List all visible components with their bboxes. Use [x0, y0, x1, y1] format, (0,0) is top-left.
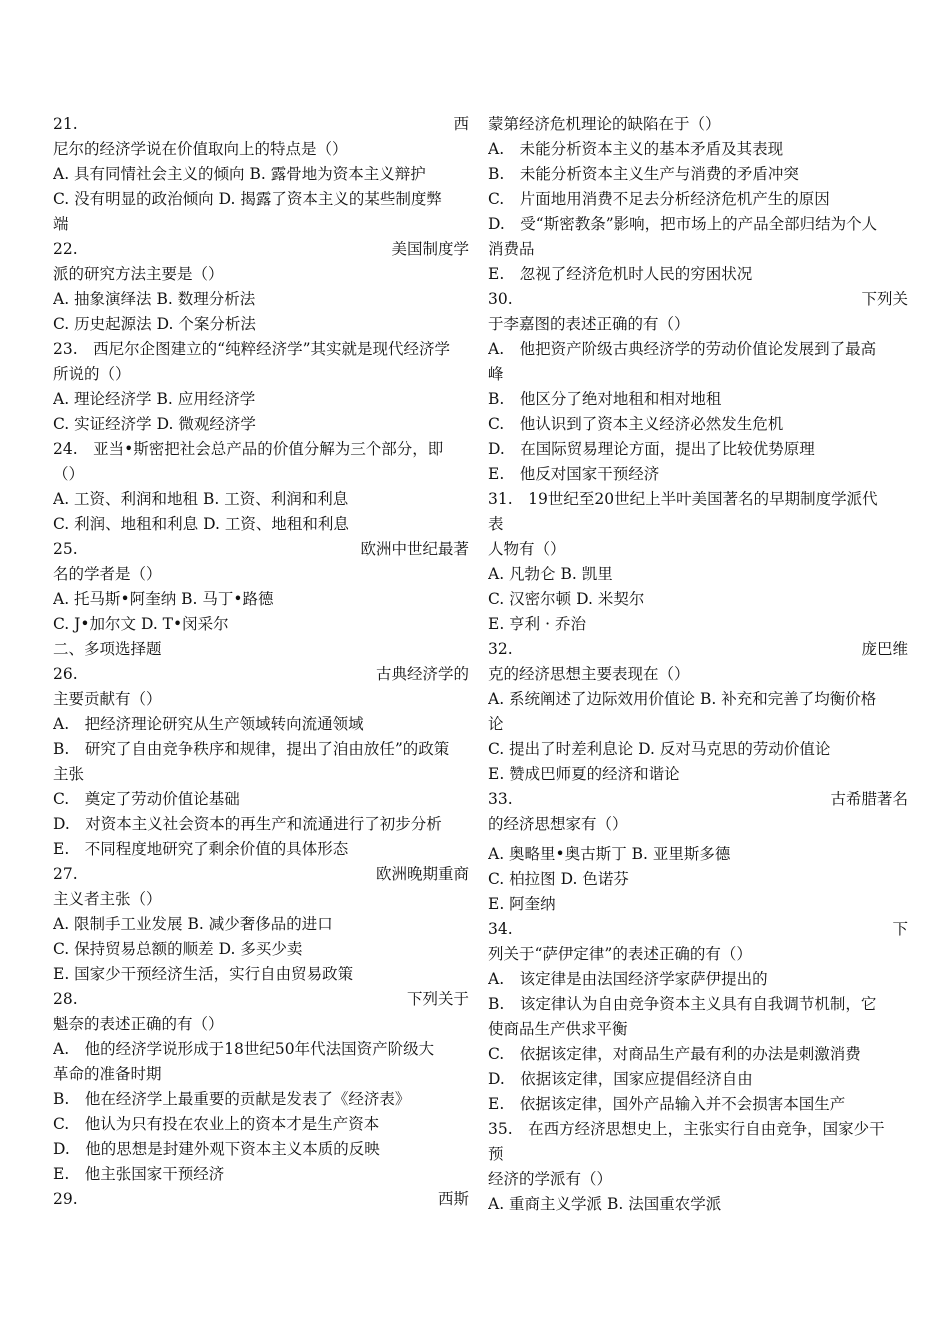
text-line: 经济的学派有（） [488, 1170, 613, 1188]
question-number: 33. [488, 790, 513, 808]
text-line: D. 依据该定律，国家应提倡经济自由 [488, 1070, 753, 1088]
text-line: 35. 在西方经济思想史上，主张实行自由竞争，国家少干 [488, 1120, 885, 1138]
text-line: B. 未能分析资本主义生产与消费的矛盾冲突 [488, 165, 799, 183]
question-header-line [488, 637, 908, 662]
question-text-start: 欧洲中世纪最著 [360, 540, 469, 558]
text-line: C. 没有明显的政治倾向 D. 揭露了资本主义的某些制度弊 [53, 190, 442, 208]
text-line: C. 历史起源法 D. 个案分析法 [53, 315, 256, 333]
text-line: A. 限制手工业发展 B. 减少奢侈品的进口 [53, 915, 333, 933]
text-line: E. 不同程度地研究了剩余价值的具体形态 [53, 840, 349, 858]
question-number: 28. [53, 990, 78, 1008]
text-line: 主要贡献有（） [53, 690, 162, 708]
text-line: C. 汉密尔顿 D. 米契尔 [488, 590, 645, 608]
text-line: A. 未能分析资本主义的基本矛盾及其表现 [488, 140, 784, 158]
text-line: C. 利润、地租和利息 D. 工资、地租和利息 [53, 515, 349, 533]
question-text-start: 古希腊著名 [830, 790, 908, 808]
text-line: C. 片面地用消费不足去分析经济危机产生的原因 [488, 190, 830, 208]
text-line: A. 他的经济学说形成于18世纪50年代法国资产阶级大 [53, 1040, 435, 1058]
text-line: 论 [488, 715, 504, 733]
question-text-start: 庞巴维 [861, 640, 908, 658]
question-text-start: 下列关于 [406, 990, 469, 1008]
text-line: B. 该定律认为自由竞争资本主义具有自我调节机制，它 [488, 995, 877, 1013]
text-line: C. 奠定了劳动价值论基础 [53, 790, 240, 808]
question-text-start: 下列关 [861, 290, 908, 308]
text-line: A. 托马斯•阿奎纳 B. 马丁•路德 [53, 590, 274, 608]
question-header-line [488, 287, 908, 312]
question-header-line [53, 662, 469, 687]
left-column [53, 112, 469, 1212]
text-line: 魁奈的表述正确的有（） [53, 1015, 224, 1033]
question-number: 25. [53, 540, 78, 558]
question-number: 29. [53, 1190, 78, 1208]
question-text-start: 欧洲晚期重商 [375, 865, 469, 883]
question-text-start: 西斯 [437, 1190, 469, 1208]
text-line: 表 [488, 515, 504, 533]
text-line: D. 受“斯密教条”影响，把市场上的产品全部归结为个人 [488, 215, 878, 233]
text-line: B. 他在经济学上最重要的贡献是发表了《经济表》 [53, 1090, 411, 1108]
text-line: D. 他的思想是封建外观下资本主义本质的反映 [53, 1140, 380, 1158]
question-number: 34. [488, 920, 513, 938]
text-line: E. 他反对国家干预经济 [488, 465, 660, 483]
text-line: 人物有（） [488, 540, 566, 558]
text-line: E. 他主张国家干预经济 [53, 1165, 225, 1183]
text-line: 克的经济思想主要表现在（） [488, 665, 690, 683]
question-number: 32. [488, 640, 513, 658]
text-line: E. 赞成巴师夏的经济和谐论 [488, 765, 680, 783]
text-line: C. J•加尔文 D. T•闵采尔 [53, 615, 229, 633]
text-line: 峰 [488, 365, 504, 383]
text-line: 名的学者是（） [53, 565, 162, 583]
text-line: 24. 亚当•斯密把社会总产品的价值分解为三个部分，即 [53, 440, 444, 458]
text-line: C. 实证经济学 D. 微观经济学 [53, 415, 256, 433]
text-line: 革命的准备时期 [53, 1065, 162, 1083]
text-line: 消费品 [488, 240, 535, 258]
text-line: E. 阿奎纳 [488, 895, 556, 913]
text-line: C. 提出了时差利息论 D. 反对马克思的劳动价值论 [488, 740, 831, 758]
text-line: 23. 西尼尔企图建立的“纯粹经济学”其实就是现代经济学 [53, 340, 451, 358]
text-line: 蒙第经济危机理论的缺陷在于（） [488, 115, 721, 133]
text-line: A. 凡勃仑 B. 凯里 [488, 565, 613, 583]
text-line: 端 [53, 215, 69, 233]
question-text-start: 美国制度学 [391, 240, 469, 258]
text-line: （） [53, 465, 85, 483]
text-line: 31. 19世纪至20世纪上半叶美国著名的早期制度学派代 [488, 490, 878, 508]
text-line: C. 依据该定律，对商品生产最有利的办法是刺激消费 [488, 1045, 861, 1063]
text-line: 于李嘉图的表述正确的有（） [488, 315, 690, 333]
text-line: A. 把经济理论研究从生产领域转向流通领域 [53, 715, 364, 733]
text-line: B. 他区分了绝对地租和相对地租 [488, 390, 722, 408]
question-number: 26. [53, 665, 78, 683]
text-line: B. 研究了自由竞争秩序和规律，提出了洎由放任”的政策 [53, 740, 450, 758]
question-number: 22. [53, 240, 78, 258]
text-line: 二、多项选择题 [53, 640, 162, 658]
text-line: A. 系统阐述了边际效用价值论 B. 补充和完善了均衡价格 [488, 690, 877, 708]
question-header-line [53, 112, 469, 137]
question-text-start: 下 [892, 920, 908, 938]
text-line: A. 抽象演绎法 B. 数理分析法 [53, 290, 256, 308]
text-line: E. 依据该定律，国外产品输入并不会损害本国生产 [488, 1095, 846, 1113]
text-line: E. 国家少干预经济生活，实行自由贸易政策 [53, 965, 354, 983]
text-line: A. 具有同情社会主义的倾向 B. 露骨地为资本主义辩护 [53, 165, 426, 183]
question-header-line [53, 237, 469, 262]
text-line: A. 该定律是由法国经济学家萨伊提出的 [488, 970, 768, 988]
text-line: D. 对资本主义社会资本的再生产和流通进行了初步分析 [53, 815, 442, 833]
question-number: 21. [53, 115, 78, 133]
text-line: C. 保持贸易总额的顺差 D. 多买少卖 [53, 940, 303, 958]
text-line: A. 奥略里•奥古斯丁 B. 亚里斯多德 [488, 845, 731, 863]
question-header-line [53, 1187, 469, 1212]
text-line: D. 在国际贸易理论方面，提出了比较优势原理 [488, 440, 815, 458]
text-line: 所说的（） [53, 365, 131, 383]
text-line: E. 亨利 · 乔治 [488, 615, 586, 633]
text-line: E. 忽视了经济危机时人民的穷困状况 [488, 265, 753, 283]
text-line: A. 重商主义学派 B. 法国重农学派 [488, 1195, 722, 1213]
text-line: 的经济思想家有（） [488, 815, 628, 833]
question-header-line [488, 917, 908, 942]
text-line: 预 [488, 1145, 504, 1163]
text-line: A. 他把资产阶级古典经济学的劳动价值论发展到了最高 [488, 340, 877, 358]
question-header-line [488, 787, 908, 812]
text-line: C. 他认为只有投在农业上的资本才是生产资本 [53, 1115, 380, 1133]
text-line: C. 他认识到了资本主义经济必然发生危机 [488, 415, 784, 433]
question-text-start: 西 [453, 115, 469, 133]
question-header-line [53, 537, 469, 562]
text-line: A. 工资、利润和地租 B. 工资、利润和利息 [53, 490, 349, 508]
text-line: 使商品生产供求平衡 [488, 1020, 628, 1038]
question-header-line [53, 862, 469, 887]
text-line: 派的研究方法主要是（） [53, 265, 224, 283]
question-number: 30. [488, 290, 513, 308]
text-line: 尼尔的经济学说在价值取向上的特点是（） [53, 140, 348, 158]
question-text-start: 古典经济学的 [375, 665, 469, 683]
text-line: 主张 [53, 765, 85, 783]
text-line: 主义者主张（） [53, 890, 162, 908]
text-line: C. 柏拉图 D. 色诺芬 [488, 870, 629, 888]
text-line: 列关于“萨伊定律”的表述正确的有（） [488, 945, 752, 963]
text-line: A. 理论经济学 B. 应用经济学 [53, 390, 256, 408]
right-column [488, 112, 908, 1217]
question-number: 27. [53, 865, 78, 883]
question-header-line [53, 987, 469, 1012]
